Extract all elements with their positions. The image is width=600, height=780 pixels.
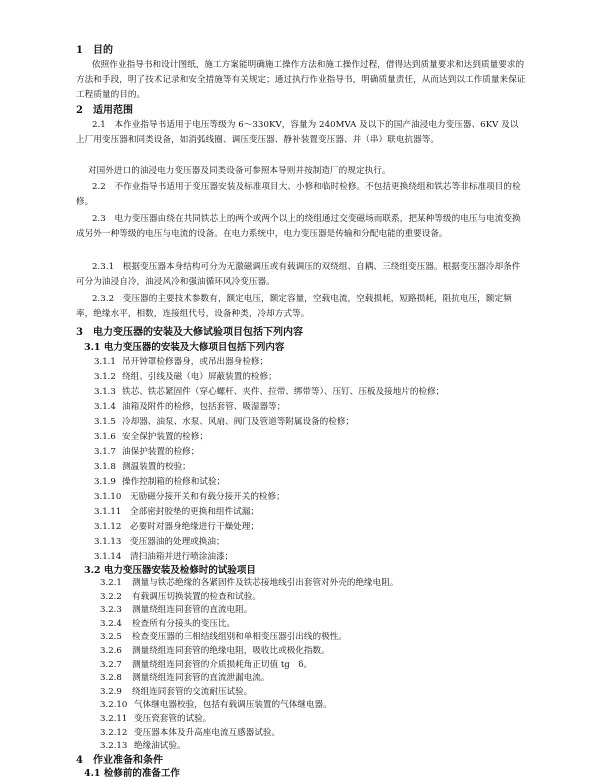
list-item: 3.1.11 全部密封胶垫的更换和组件试漏； [94,507,259,517]
list-item-number: 3.2.13 [100,741,128,752]
list-item: 3.1.3 铁芯、铁芯紧固件（穿心螺杆、夹件、拉带、绑带等）、压钉、压板及接地片的检修； [94,387,445,397]
section-1-title: 1 目的 [76,45,113,56]
list-item: 3.2.9 绕组连同套管的交流耐压试验。 [100,686,253,697]
section-3-1-title: 3.1 电力变压器的安装及大修项目包括下列内容 [84,342,285,353]
list-item: 3.1.10 无励磁分接开关和有载分接开关的检修； [94,492,285,502]
section-3-title: 3 电力变压器的安装及大修试验项目包括下列内容 [76,327,303,338]
list-item: 3.1.4 油箱及附件的检修，包括套管、吸湿器等； [94,402,286,412]
list-item: 3.1.12 必要时对器身绝缘进行干燥处理； [94,522,259,532]
list-item: 3.2.3 测量绕组连同套管的直流电阻。 [100,605,253,616]
section-2-3-1-paragraph: 2.3.1 根据变压器本身结构可分为无激磁调压或有载调压的双绕组、自耦、三绕组变压器。根据变压器冷却条件可分为油浸自冷，油浸风冷和强油循环风冷变压器。 [76,262,521,288]
section-2-imported-note: 对国外进口的油浸电力变压器及同类设备可参照本导则并按制造厂的规定执行。 [88,166,391,176]
section-4-title-text: 4 作业准备和条件 [76,754,163,766]
section-2-3-2-paragraph: 2.3.2 变压器的主要技术参数有，额定电压，额定容量，空载电流，空载损耗，短路损耗，阻抗电压，额定频率，绝缘水平，相数，连接组代号，设备种类，冷却方式等。 [76,294,512,320]
list-item [100,740,186,753]
section-4-title [76,754,163,767]
list-item: 3.1.6 安全保护装置的检修； [94,432,208,442]
list-item-text: 绝缘油试验。 [134,741,186,752]
section-3-2-title: 3.2 电力变压器安装及检修时的试验项目 [84,565,256,576]
list-item: 3.2.11 变压瓷套管的试验。 [100,714,212,724]
list-item: 3.1.14 清扫油箱并进行喷涂油漆； [94,552,234,562]
list-item: 3.2.7 测量绕组连同套管的介质损耗角正切值 tg δ。 [100,659,313,670]
list-item: 3.2.10 气体继电器校验，包括有载调压装置的气体继电器。 [100,700,332,711]
list-item: 3.1.2 绕组、引线及磁（电）屏蔽装置的检修； [94,372,277,382]
section-2-2-paragraph: 2.2 不作业指导书适用于变压器安装及标准项目大、小修和临时检修。不包括更换绕组和铁芯等非标准项目的检修。 [76,182,521,208]
section-4-1-title [84,767,180,780]
list-item: 3.1.5 冷却器、油泵、水泵、风扇、阀门及管道等附属设备的检修； [94,417,355,427]
list-item: 3.2.8 测量绕组连同套管的直流泄漏电流。 [100,673,270,684]
list-item: 3.2.12 变压器本体及升高座电流互感器试验。 [100,727,281,738]
section-4-1-title-text: 4.1 检修前的准备工作 [84,768,180,780]
list-item: 3.1.9 操作控制箱的检修和试验； [94,477,226,487]
list-item: 3.2.1 测量与铁芯绝缘的各紧固件及铁芯接地线引出套管对外壳的绝缘电阻。 [100,578,399,588]
section-2-3-paragraph: 2.3 电力变压器由绕在共同铁芯上的两个或两个以上的绕组通过交变磁场而联系，把某种等级的电压与电流变换成另外一种等级的电压与电流的设备。在电力系统中，电力变压器是传输和分配电能的重要设备。 [76,214,521,240]
list-item: 3.1.7 油保护装置的检修； [94,447,200,457]
section-1-paragraph: 依照作业指导书和设计图纸，施工方案能明确施工操作方法和施工操作过程，借得达到质量要求和达到质量要求的方法和手段，明了技术记录和安全措施等有关规定；通过执行作业指导书，明确质量责任，从而达到以工作质量来保证工程质量的目的。 [76,60,526,101]
list-item: 3.2.5 检查变压器的三相结线组别和单相变压器引出线的极性。 [100,632,347,643]
list-item: 3.1.13 变压器油的处理或换油； [94,537,225,547]
list-item: 3.2.4 检查所有分接头的变压比。 [100,618,236,629]
section-2-title: 2 适用范围 [76,105,133,116]
list-item: 3.2.6 测量绕组连同套管的绝缘电阻，吸收比或极化指数。 [100,646,330,656]
list-item: 3.1.8 测温装置的校验； [94,462,191,472]
list-item: 3.1.1 吊开钟罩检修器身，或吊出器身检修； [94,357,269,367]
list-item: 3.2.2 有载调压切换装置的检查和试验。 [100,591,261,602]
section-2-1-paragraph: 2.1 本作业指导书适用于电压等级为 6～330KV，容量为 240MVA 及以下的国产油浸电力变压器、6KV 及以上厂用变压器和同类设备，如消弧线圈、调压变压器、静补装置变压器、并（串）联电抗器等。 [76,120,519,146]
